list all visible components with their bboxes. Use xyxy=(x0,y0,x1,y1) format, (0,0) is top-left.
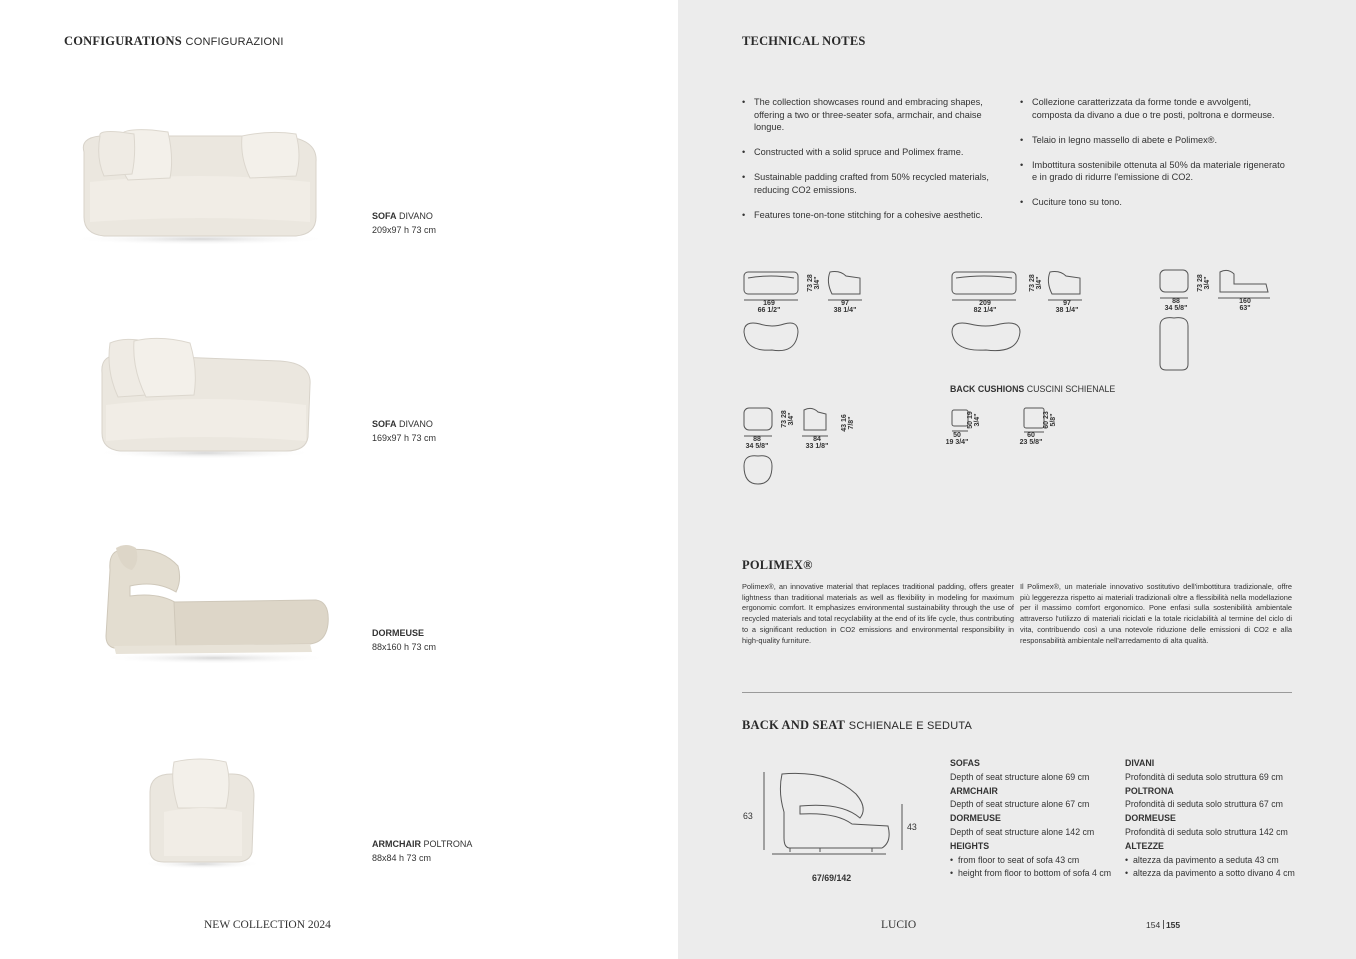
dim-209-width: 209 82 1/4" xyxy=(973,300,997,314)
specs-it: DIVANI Profondità di seduta solo struttura 69 cm POLTRONA Profondità di seduta solo struttura 67 cm DORMEUSE Profondità di seduta solo struttura 142 cm ALTEZZE • altezza da pavimento a seduta 43 cm • altezza da pavimento a sotto divano 4 cm xyxy=(1125,757,1300,881)
note-en: • Constructed with a solid spruce and Polimex frame. xyxy=(742,146,1014,159)
armchair-image xyxy=(130,752,280,872)
note-it: • Cuciture tono su tono. xyxy=(1020,196,1292,209)
product-label-sofa-209: SOFA DIVANO 209x97 h 73 cm xyxy=(372,211,437,235)
dim-dormeuse-depth: 160 63" xyxy=(1239,298,1251,312)
dim-cushion-60-width: 60 23 5/8" xyxy=(1019,432,1043,446)
note-en: • Features tone-on-tone stitching for a cohesive aesthetic. xyxy=(742,209,1014,222)
section-height-63: 63 xyxy=(743,811,753,821)
dim-209-height: 73 28 3/4" xyxy=(1029,274,1043,292)
notes-it xyxy=(1020,96,1292,221)
polimex-text-it: Il Polimex®, un materiale innovativo sostitutivo dell'imbottitura tradizionale, offre più leggerezza rispetto ai materiali tradizionali oltre a flessibilità nella modellazione per il massimo comfort ergonomico. Pone enfasi sulla sostenibilità ambientale attraverso l'utilizzo di materiali riciclati e la totale riciclabilità al termine del ciclo di vita, contribuendo così a una notevole riduzione delle emissioni di CO2 e alla responsabilità ambientale nell'arredamento di alta qualità. xyxy=(1020,582,1292,645)
note-en: • Sustainable padding crafted from 50% recycled materials, reducing CO2 emissions. xyxy=(742,171,1014,196)
dormeuse-image xyxy=(90,540,340,670)
dim-169-depth: 97 38 1/4" xyxy=(833,300,857,314)
page-numbers: 154 155 xyxy=(1146,920,1181,930)
note-en: • The collection showcases round and embracing shapes, offering a two or three-seater sofa, armchair, and chaise longue. xyxy=(742,96,1014,134)
dim-cushion-60-height: 60 23 5/8" xyxy=(1043,411,1057,429)
specs-en: SOFAS Depth of seat structure alone 69 cm ARMCHAIR Depth of seat structure alone 67 cm DORMEUSE Depth of seat structure alone 142 cm HEIGHTS • from floor to seat of sofa 43 cm • height from floor to bottom of sofa 4 cm xyxy=(950,757,1120,881)
section-divider xyxy=(742,692,1292,693)
note-it: • Collezione caratterizzata da forme tonde e avvolgenti, composta da divano a due o tre posti, poltrona e dormeuse. xyxy=(1020,96,1292,121)
polimex-title: POLIMEX® xyxy=(742,558,813,572)
section-depth: 67/69/142 xyxy=(812,873,852,883)
dim-dormeuse-height: 73 28 3/4" xyxy=(1197,274,1211,292)
dim-armchair-seat-height: 43 16 7/8" xyxy=(841,414,855,432)
product-label-dormeuse: DORMEUSE 88x160 h 73 cm xyxy=(372,628,437,652)
note-it: • Imbottitura sostenibile ottenuta al 50% da materiale rigenerato e in grado di ridurre l'emissione di CO2. xyxy=(1020,159,1292,184)
dim-dormeuse-width: 88 34 5/8" xyxy=(1164,298,1188,312)
dim-cushion-50-height: 50 19 3/4" xyxy=(967,411,981,429)
sofa-169-image xyxy=(80,333,340,463)
product-label-armchair: ARMCHAIR POLTRONA 88x84 h 73 cm xyxy=(372,839,473,863)
footer-lucio: LUCIO xyxy=(881,919,917,931)
right-page xyxy=(678,0,1356,959)
back-and-seat-title: BACK AND SEAT SCHIENALE E SEDUTA xyxy=(742,718,972,732)
sofa-209-image xyxy=(60,122,340,252)
dim-cushion-50-width: 50 19 3/4" xyxy=(945,432,969,446)
configurations-title: CONFIGURATIONS CONFIGURAZIONI xyxy=(64,34,284,48)
dim-armchair-width: 88 34 5/8" xyxy=(745,436,769,450)
technical-notes-title: TECHNICAL NOTES xyxy=(742,34,866,48)
section-seat-43: 43 xyxy=(907,822,917,832)
notes-en xyxy=(742,96,1014,234)
dim-169-width: 169 66 1/2" xyxy=(757,300,781,314)
dim-armchair-height: 73 28 3/4" xyxy=(781,410,795,428)
diagram-dormeuse xyxy=(1158,266,1298,376)
section-profile-diagram xyxy=(760,768,920,858)
footer-collection: NEW COLLECTION 2024 xyxy=(204,919,331,931)
dim-209-depth: 97 38 1/4" xyxy=(1055,300,1079,314)
back-cushions-title: BACK CUSHIONS CUSCINI SCHIENALE xyxy=(950,384,1116,394)
polimex-text-en: Polimex®, an innovative material that replaces traditional padding, offers greater lightness than traditional materials as well as flexibility in modeling for maximum ergonomic comfort. It emphasizes environmental sustainability through the use of recycled materials and total recyclability at the end of its life cycle, thus contributing to a significant reduction in CO2 emissions and environmental responsibility in high-quality furniture. xyxy=(742,582,1014,645)
dim-169-height: 73 28 3/4" xyxy=(807,274,821,292)
product-label-sofa-169: SOFA DIVANO 169x97 h 73 cm xyxy=(372,419,437,443)
dim-armchair-depth: 84 33 1/8" xyxy=(805,436,829,450)
note-it: • Telaio in legno massello di abete e Polimex®. xyxy=(1020,134,1292,147)
